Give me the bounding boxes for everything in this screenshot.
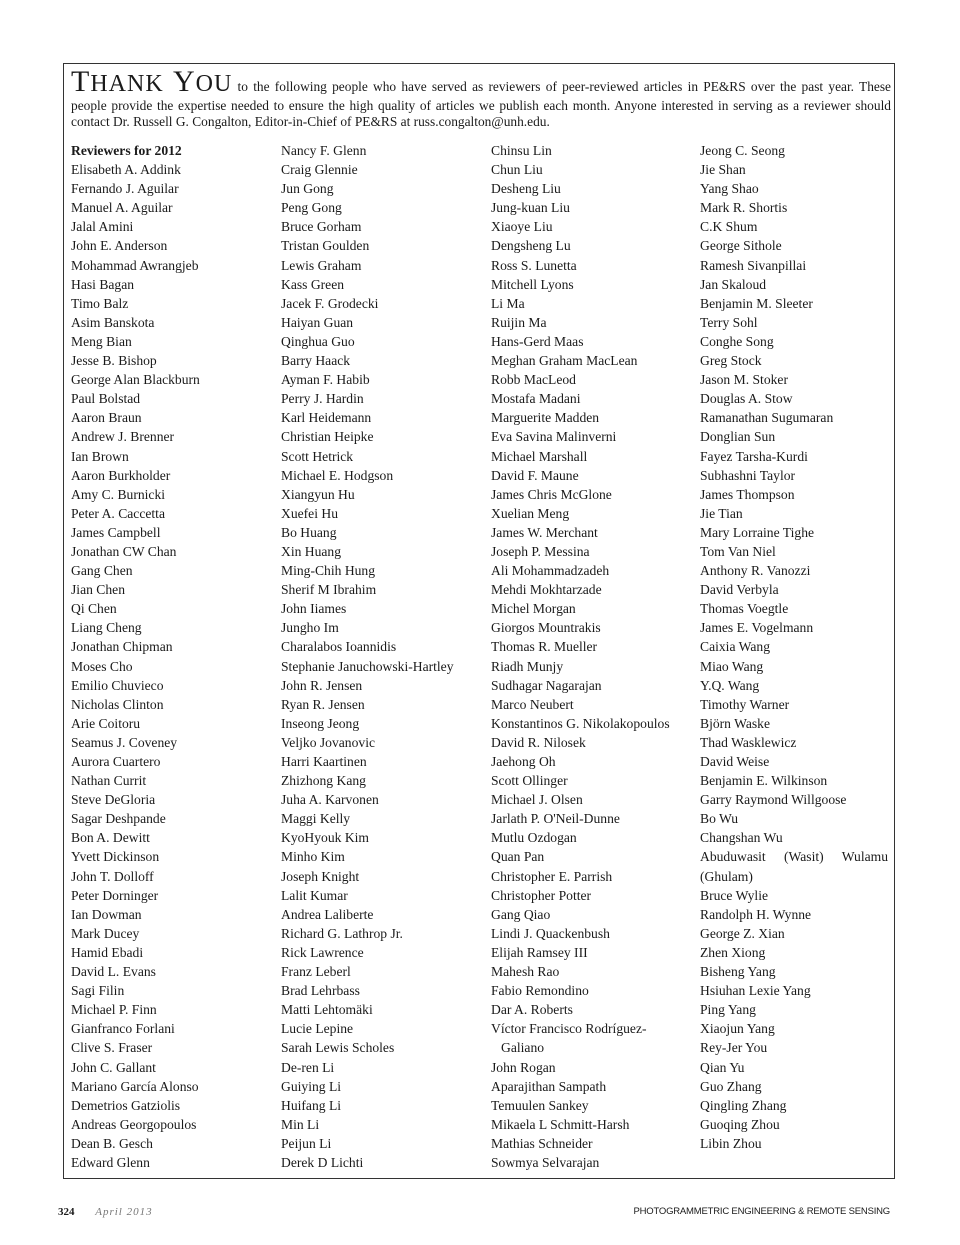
- reviewer-name: Mitchell Lyons: [491, 276, 574, 292]
- reviewer-name: Garry Raymond Willgoose: [700, 792, 847, 808]
- reviewer-name: James Thompson: [700, 486, 795, 502]
- reviewer-name: Emilio Chuvieco: [71, 677, 164, 693]
- reviewer-name: Miao Wang: [700, 658, 764, 674]
- reviewer-name: Ian Dowman: [71, 906, 142, 922]
- reviewer-name: John T. Dolloff: [71, 868, 154, 884]
- reviewer-name: Andreas Georgopoulos: [71, 1116, 197, 1132]
- reviewer-name: Jacek F. Grodecki: [281, 295, 379, 311]
- reviewer-name: Ramesh Sivanpillai: [700, 257, 807, 273]
- reviewer-name: Meghan Graham MacLean: [491, 353, 638, 369]
- journal-name: PHOTOGRAMMETRIC ENGINEERING & REMOTE SENSING: [633, 1206, 890, 1217]
- reviewer-name: Jaehong Oh: [491, 754, 556, 769]
- reviewer-name: Guo Zhang: [700, 1078, 762, 1094]
- reviewer-name: Bruce Gorham: [281, 219, 362, 235]
- reviewer-name: Hans-Gerd Maas: [491, 333, 584, 349]
- reviewer-name: Liang Cheng: [71, 620, 142, 636]
- reviewer-name: Bo Wu: [700, 811, 739, 827]
- reviewer-name: Chinsu Lin: [491, 143, 552, 158]
- reviewer-name: Sherif M Ibrahim: [281, 582, 377, 598]
- reviewer-name: Jeong C. Seong: [700, 143, 785, 158]
- reviewer-name: Björn Waske: [700, 715, 771, 731]
- reviewer-name: Sowmya Selvarajan: [491, 1154, 600, 1170]
- reviewer-name: Gianfranco Forlani: [71, 1021, 175, 1037]
- reviewer-name: Min Li: [281, 1116, 320, 1132]
- reviewer-name: Jalal Amini: [71, 219, 134, 235]
- reviewer-name: Lewis Graham: [281, 257, 362, 273]
- reviewer-name: Mathias Schneider: [491, 1135, 593, 1151]
- reviewer-name: Rick Lawrence: [281, 944, 364, 960]
- reviewer-name: Qingling Zhang: [700, 1097, 787, 1113]
- reviewer-name: Nicholas Clinton: [71, 696, 164, 712]
- reviewer-name: Juha A. Karvonen: [281, 792, 379, 808]
- reviewer-name: Fabio Remondino: [491, 983, 589, 999]
- reviewer-name: De-ren Li: [281, 1059, 335, 1075]
- reviewer-name: Xiangyun Hu: [281, 486, 355, 502]
- reviewer-name: Aaron Braun: [71, 410, 142, 426]
- reviewer-name: Ian Brown: [71, 448, 129, 464]
- reviewer-name: George Z. Xian: [700, 925, 785, 941]
- reviewer-name: Asim Banskota: [71, 314, 155, 330]
- reviewer-name: Jonathan Chipman: [71, 639, 173, 655]
- issue-date: April 2013: [95, 1206, 153, 1218]
- reviewer-name: Caixia Wang: [700, 639, 771, 655]
- reviewer-name: Sudhagar Nagarajan: [491, 677, 602, 693]
- reviewer-name: Franz Leberl: [281, 964, 351, 980]
- reviewer-name: Thomas Voegtle: [700, 601, 789, 617]
- reviewer-name: Michael E. Hodgson: [281, 467, 394, 483]
- reviewer-name: Michael Marshall: [491, 448, 588, 464]
- reviewer-name: Aparajithan Sampath: [491, 1078, 607, 1094]
- reviewer-name: Jungho Im: [281, 620, 339, 636]
- reviewer-name: Karl Heidemann: [281, 410, 372, 426]
- reviewer-name: Harri Kaartinen: [281, 754, 367, 769]
- reviewer-name: John Rogan: [491, 1059, 556, 1075]
- reviewer-name: Scott Ollinger: [491, 773, 568, 789]
- reviewer-name: Terry Sohl: [700, 314, 758, 330]
- reviewer-name: Fayez Tarsha-Kurdi: [700, 448, 808, 464]
- reviewer-name: Peijun Li: [281, 1135, 332, 1151]
- reviewer-name: Jesse B. Bishop: [71, 353, 157, 369]
- reviewer-name: Hsiuhan Lexie Yang: [700, 983, 811, 999]
- reviewer-name: Benjamin M. Sleeter: [700, 295, 813, 311]
- reviewer-name: Jung-kuan Liu: [491, 200, 570, 216]
- reviewer-name: Abuduwasit (Wasit) Wulamu: [700, 849, 888, 865]
- intro-paragraph: [71, 65, 891, 130]
- reviewer-name: Moses Cho: [71, 658, 133, 674]
- reviewer-name: Yvett Dickinson: [71, 849, 160, 865]
- reviewer-name: Quan Pan: [491, 849, 545, 865]
- reviewer-name: Mary Lorraine Tighe: [700, 524, 815, 540]
- reviewer-name: Tristan Goulden: [281, 238, 370, 254]
- reviewer-name: Richard G. Lathrop Jr.: [281, 925, 403, 941]
- reviewer-name: Andrew J. Brenner: [71, 429, 175, 445]
- reviewer-name: Víctor Francisco Rodríguez-: [491, 1021, 647, 1037]
- reviewer-name: Edward Glenn: [71, 1154, 150, 1170]
- reviewer-name: Jason M. Stoker: [700, 372, 788, 388]
- reviewer-name: Benjamin E. Wilkinson: [700, 773, 828, 789]
- reviewer-name: John E. Anderson: [71, 238, 168, 254]
- reviewer-name: Huifang Li: [281, 1097, 342, 1113]
- intro-text: to the following people who have served as reviewers of peer-reviewed articles in PE&RS over the past year. These people provide the expertise needed to ensure the high quality of articles we publish each month. Anyone interested in serving as a reviewer should contact Dr. Russell G. Congalton, Editor-in-Chief of PE&RS at russ.congalton@unh.edu.: [71, 79, 891, 130]
- reviewer-name: Mikaela L Schmitt-Harsh: [491, 1116, 630, 1132]
- reviewer-name: Ayman F. Habib: [281, 372, 370, 388]
- reviewer-name: Craig Glennie: [281, 162, 358, 178]
- reviewer-name: Sagar Deshpande: [71, 811, 166, 827]
- reviewer-name: Changshan Wu: [700, 830, 783, 846]
- page-number: 324: [58, 1206, 75, 1218]
- reviewer-name: Aurora Cuartero: [71, 754, 161, 769]
- reviewer-name: Bo Huang: [281, 524, 337, 540]
- reviewer-name: Peter A. Caccetta: [71, 505, 165, 521]
- reviewer-name: Perry J. Hardin: [281, 391, 364, 407]
- reviewer-name: Andrea Laliberte: [281, 906, 374, 922]
- reviewer-name: Ramanathan Sugumaran: [700, 410, 834, 426]
- reviewer-name: Zhen Xiong: [700, 944, 766, 960]
- reviewer-name: Christopher Potter: [491, 887, 592, 903]
- reviewer-name: Timothy Warner: [700, 696, 790, 712]
- reviewer-name: Aaron Burkholder: [71, 467, 171, 483]
- reviewer-name: Zhizhong Kang: [281, 773, 366, 789]
- reviewer-name: Joseph Knight: [281, 868, 360, 884]
- reviewer-name: Nathan Currit: [71, 773, 147, 789]
- reviewer-name: Chun Liu: [491, 162, 543, 178]
- reviewer-name: Matti Lehtomäki: [281, 1002, 373, 1018]
- reviewer-name: John C. Gallant: [71, 1059, 156, 1075]
- reviewer-name: Jun Gong: [281, 181, 334, 197]
- reviewer-name: Galiano: [501, 1040, 545, 1056]
- reviewer-name: Manuel A. Aguilar: [71, 200, 173, 216]
- reviewer-name: David F. Maune: [491, 467, 579, 483]
- reviewer-name: Peter Dorninger: [71, 887, 159, 903]
- reviewer-name: Haiyan Guan: [281, 314, 354, 330]
- reviewer-name: Guoqing Zhou: [700, 1116, 780, 1132]
- reviewer-name: Clive S. Fraser: [71, 1040, 153, 1056]
- reviewer-name: Seamus J. Coveney: [71, 734, 178, 750]
- reviewer-name: Steve DeGloria: [71, 792, 156, 808]
- reviewer-name: Demetrios Gatziolis: [71, 1097, 181, 1113]
- reviewer-name: Jie Shan: [700, 162, 746, 178]
- reviewer-name: Marguerite Madden: [491, 410, 600, 426]
- reviewer-name: Mahesh Rao: [491, 964, 560, 980]
- reviewer-name: Joseph P. Messina: [491, 543, 590, 559]
- reviewer-name: James Chris McGlone: [491, 486, 612, 502]
- reviewer-name: Randolph H. Wynne: [700, 906, 812, 922]
- reviewer-name: Douglas A. Stow: [700, 391, 793, 407]
- reviewer-name: Xuefei Hu: [281, 505, 338, 521]
- reviewer-name: Veljko Jovanovic: [281, 734, 376, 750]
- reviewer-name: KyoHyouk Kim: [281, 830, 369, 846]
- footer-left: [58, 1206, 153, 1218]
- reviewer-name: John R. Jensen: [281, 677, 363, 693]
- reviewer-name: Inseong Jeong: [281, 715, 360, 731]
- reviewers-column-4: [700, 141, 910, 1153]
- reviewer-name: Dean B. Gesch: [71, 1135, 153, 1151]
- reviewer-name: Libin Zhou: [700, 1135, 762, 1151]
- reviewer-name: Greg Stock: [700, 353, 762, 369]
- reviewer-name: Hasi Bagan: [71, 276, 135, 292]
- reviewer-name: Donglian Sun: [700, 429, 776, 445]
- reviewer-name: Arie Coitoru: [71, 715, 141, 731]
- reviewer-name: Xiaojun Yang: [700, 1021, 775, 1037]
- reviewer-name: Stephanie Januchowski-Hartley: [281, 658, 454, 674]
- reviewer-name: Y.Q. Wang: [700, 677, 760, 693]
- reviewer-name: Christopher E. Parrish: [491, 868, 613, 884]
- reviewer-name: Gang Chen: [71, 563, 133, 579]
- reviewer-name: Meng Bian: [71, 333, 132, 349]
- reviewers-column-2: [281, 141, 491, 1172]
- reviewer-name: Li Ma: [491, 295, 525, 311]
- reviewer-name: George Sithole: [700, 238, 782, 254]
- reviewer-name: Marco Neubert: [491, 696, 574, 712]
- reviewer-name: Amy C. Burnicki: [71, 486, 166, 502]
- reviewer-name: Bruce Wylie: [700, 887, 769, 903]
- reviewers-column-3: [491, 141, 701, 1172]
- reviewer-name: James E. Vogelmann: [700, 620, 814, 636]
- reviewer-name: Ali Mohammadzadeh: [491, 563, 610, 579]
- reviewer-name: Thad Wasklewicz: [700, 734, 797, 750]
- reviewer-name: Xuelian Meng: [491, 505, 570, 521]
- reviewer-name: Christian Heipke: [281, 429, 374, 445]
- reviewer-name: Derek D Lichti: [281, 1154, 364, 1170]
- reviewer-name: Hamid Ebadi: [71, 944, 144, 960]
- reviewer-name: Minho Kim: [281, 849, 345, 865]
- reviewer-name: Mohammad Awrangjeb: [71, 257, 199, 273]
- reviewer-name: Ruijin Ma: [491, 314, 547, 330]
- reviewer-name: Jan Skaloud: [700, 276, 767, 292]
- reviewer-name: Qinghua Guo: [281, 333, 355, 349]
- reviewer-name: James W. Merchant: [491, 524, 598, 540]
- reviewer-name: David L. Evans: [71, 964, 156, 980]
- reviewer-name: Lalit Kumar: [281, 887, 348, 903]
- reviewer-name: Jonathan CW Chan: [71, 543, 177, 559]
- reviewers-heading: Reviewers for 2012: [71, 143, 182, 158]
- reviewer-name: Rey-Jer You: [700, 1040, 768, 1056]
- reviewers-column-1: [71, 141, 281, 1172]
- reviewer-name: Qi Chen: [71, 601, 117, 617]
- reviewer-name: Ross S. Lunetta: [491, 257, 577, 273]
- reviewer-name: Mariano García Alonso: [71, 1078, 199, 1094]
- reviewer-name: Anthony R. Vanozzi: [700, 563, 811, 579]
- reviewer-name: Mostafa Madani: [491, 391, 581, 407]
- reviewer-name: Mutlu Ozdogan: [491, 830, 577, 846]
- reviewer-name: Desheng Liu: [491, 181, 561, 197]
- reviewer-name: Tom Van Niel: [700, 543, 776, 559]
- reviewer-name: Lucie Lepine: [281, 1021, 354, 1037]
- reviewer-name: Kass Green: [281, 276, 345, 292]
- reviewer-name: Barry Haack: [281, 353, 351, 369]
- reviewer-name: James Campbell: [71, 524, 161, 540]
- reviewer-name: Bisheng Yang: [700, 964, 776, 980]
- reviewer-name: Nancy F. Glenn: [281, 143, 367, 158]
- reviewer-name: Robb MacLeod: [491, 372, 576, 388]
- reviewer-name: George Alan Blackburn: [71, 372, 200, 388]
- reviewer-name: Michael J. Olsen: [491, 792, 583, 808]
- reviewer-name: Maggi Kelly: [281, 811, 351, 827]
- reviewer-name: Yang Shao: [700, 181, 759, 197]
- reviewer-name: Michel Morgan: [491, 601, 576, 617]
- reviewer-name: C.K Shum: [700, 219, 758, 235]
- reviewer-name: Jie Tian: [700, 505, 743, 521]
- reviewer-name: Ming-Chih Hung: [281, 563, 376, 579]
- reviewer-name: Jarlath P. O'Neil-Dunne: [491, 811, 620, 827]
- reviewer-name: Conghe Song: [700, 333, 774, 349]
- reviewer-name: David Verbyla: [700, 582, 779, 598]
- reviewer-name: Xin Huang: [281, 543, 342, 559]
- reviewer-name: Paul Bolstad: [71, 391, 141, 407]
- reviewer-name: Mark R. Shortis: [700, 200, 788, 216]
- reviewer-name: Eva Savina Malinverni: [491, 429, 617, 445]
- reviewer-name: Michael P. Finn: [71, 1002, 157, 1018]
- reviewer-name: Gang Qiao: [491, 906, 551, 922]
- reviewer-name: Fernando J. Aguilar: [71, 181, 179, 197]
- reviewer-name: Dengsheng Lu: [491, 238, 571, 254]
- reviewer-name: Sarah Lewis Scholes: [281, 1040, 395, 1056]
- reviewer-name: Jian Chen: [71, 582, 125, 598]
- reviewer-name: Charalabos Ioannidis: [281, 639, 397, 655]
- reviewer-name: Mark Ducey: [71, 925, 140, 941]
- reviewer-name: Mehdi Mokhtarzade: [491, 582, 602, 598]
- reviewer-name: Elisabeth A. Addink: [71, 162, 181, 178]
- reviewer-name: Subhashni Taylor: [700, 467, 796, 483]
- reviewer-name: Ryan R. Jensen: [281, 696, 365, 712]
- reviewer-name: Scott Hetrick: [281, 448, 354, 464]
- reviewer-name: Xiaoye Liu: [491, 219, 553, 235]
- reviewer-name: Brad Lehrbass: [281, 983, 360, 999]
- thank-you-heading: THANK YOU: [71, 65, 233, 98]
- reviewer-name: Giorgos Mountrakis: [491, 620, 601, 636]
- reviewer-name: David Weise: [700, 754, 770, 769]
- reviewer-name: Guiying Li: [281, 1078, 342, 1094]
- reviewer-name: Dar A. Roberts: [491, 1002, 573, 1018]
- reviewer-name: David R. Nilosek: [491, 734, 586, 750]
- reviewer-name: Lindi J. Quackenbush: [491, 925, 610, 941]
- reviewer-name: Bon A. Dewitt: [71, 830, 150, 846]
- reviewer-name: Ping Yang: [700, 1002, 756, 1018]
- reviewer-name: Qian Yu: [700, 1059, 745, 1075]
- reviewer-name: Timo Balz: [71, 295, 129, 311]
- reviewer-name: Konstantinos G. Nikolakopoulos: [491, 715, 670, 731]
- reviewer-name: Riadh Munjy: [491, 658, 564, 674]
- reviewer-name: Sagi Filin: [71, 983, 125, 999]
- reviewer-name: Temuulen Sankey: [491, 1097, 589, 1113]
- reviewer-name: Thomas R. Mueller: [491, 639, 598, 655]
- reviewer-name: Elijah Ramsey III: [491, 944, 588, 960]
- reviewer-name: (Ghulam): [700, 868, 753, 884]
- reviewer-name: John Iiames: [281, 601, 347, 617]
- reviewer-name: Peng Gong: [281, 200, 342, 216]
